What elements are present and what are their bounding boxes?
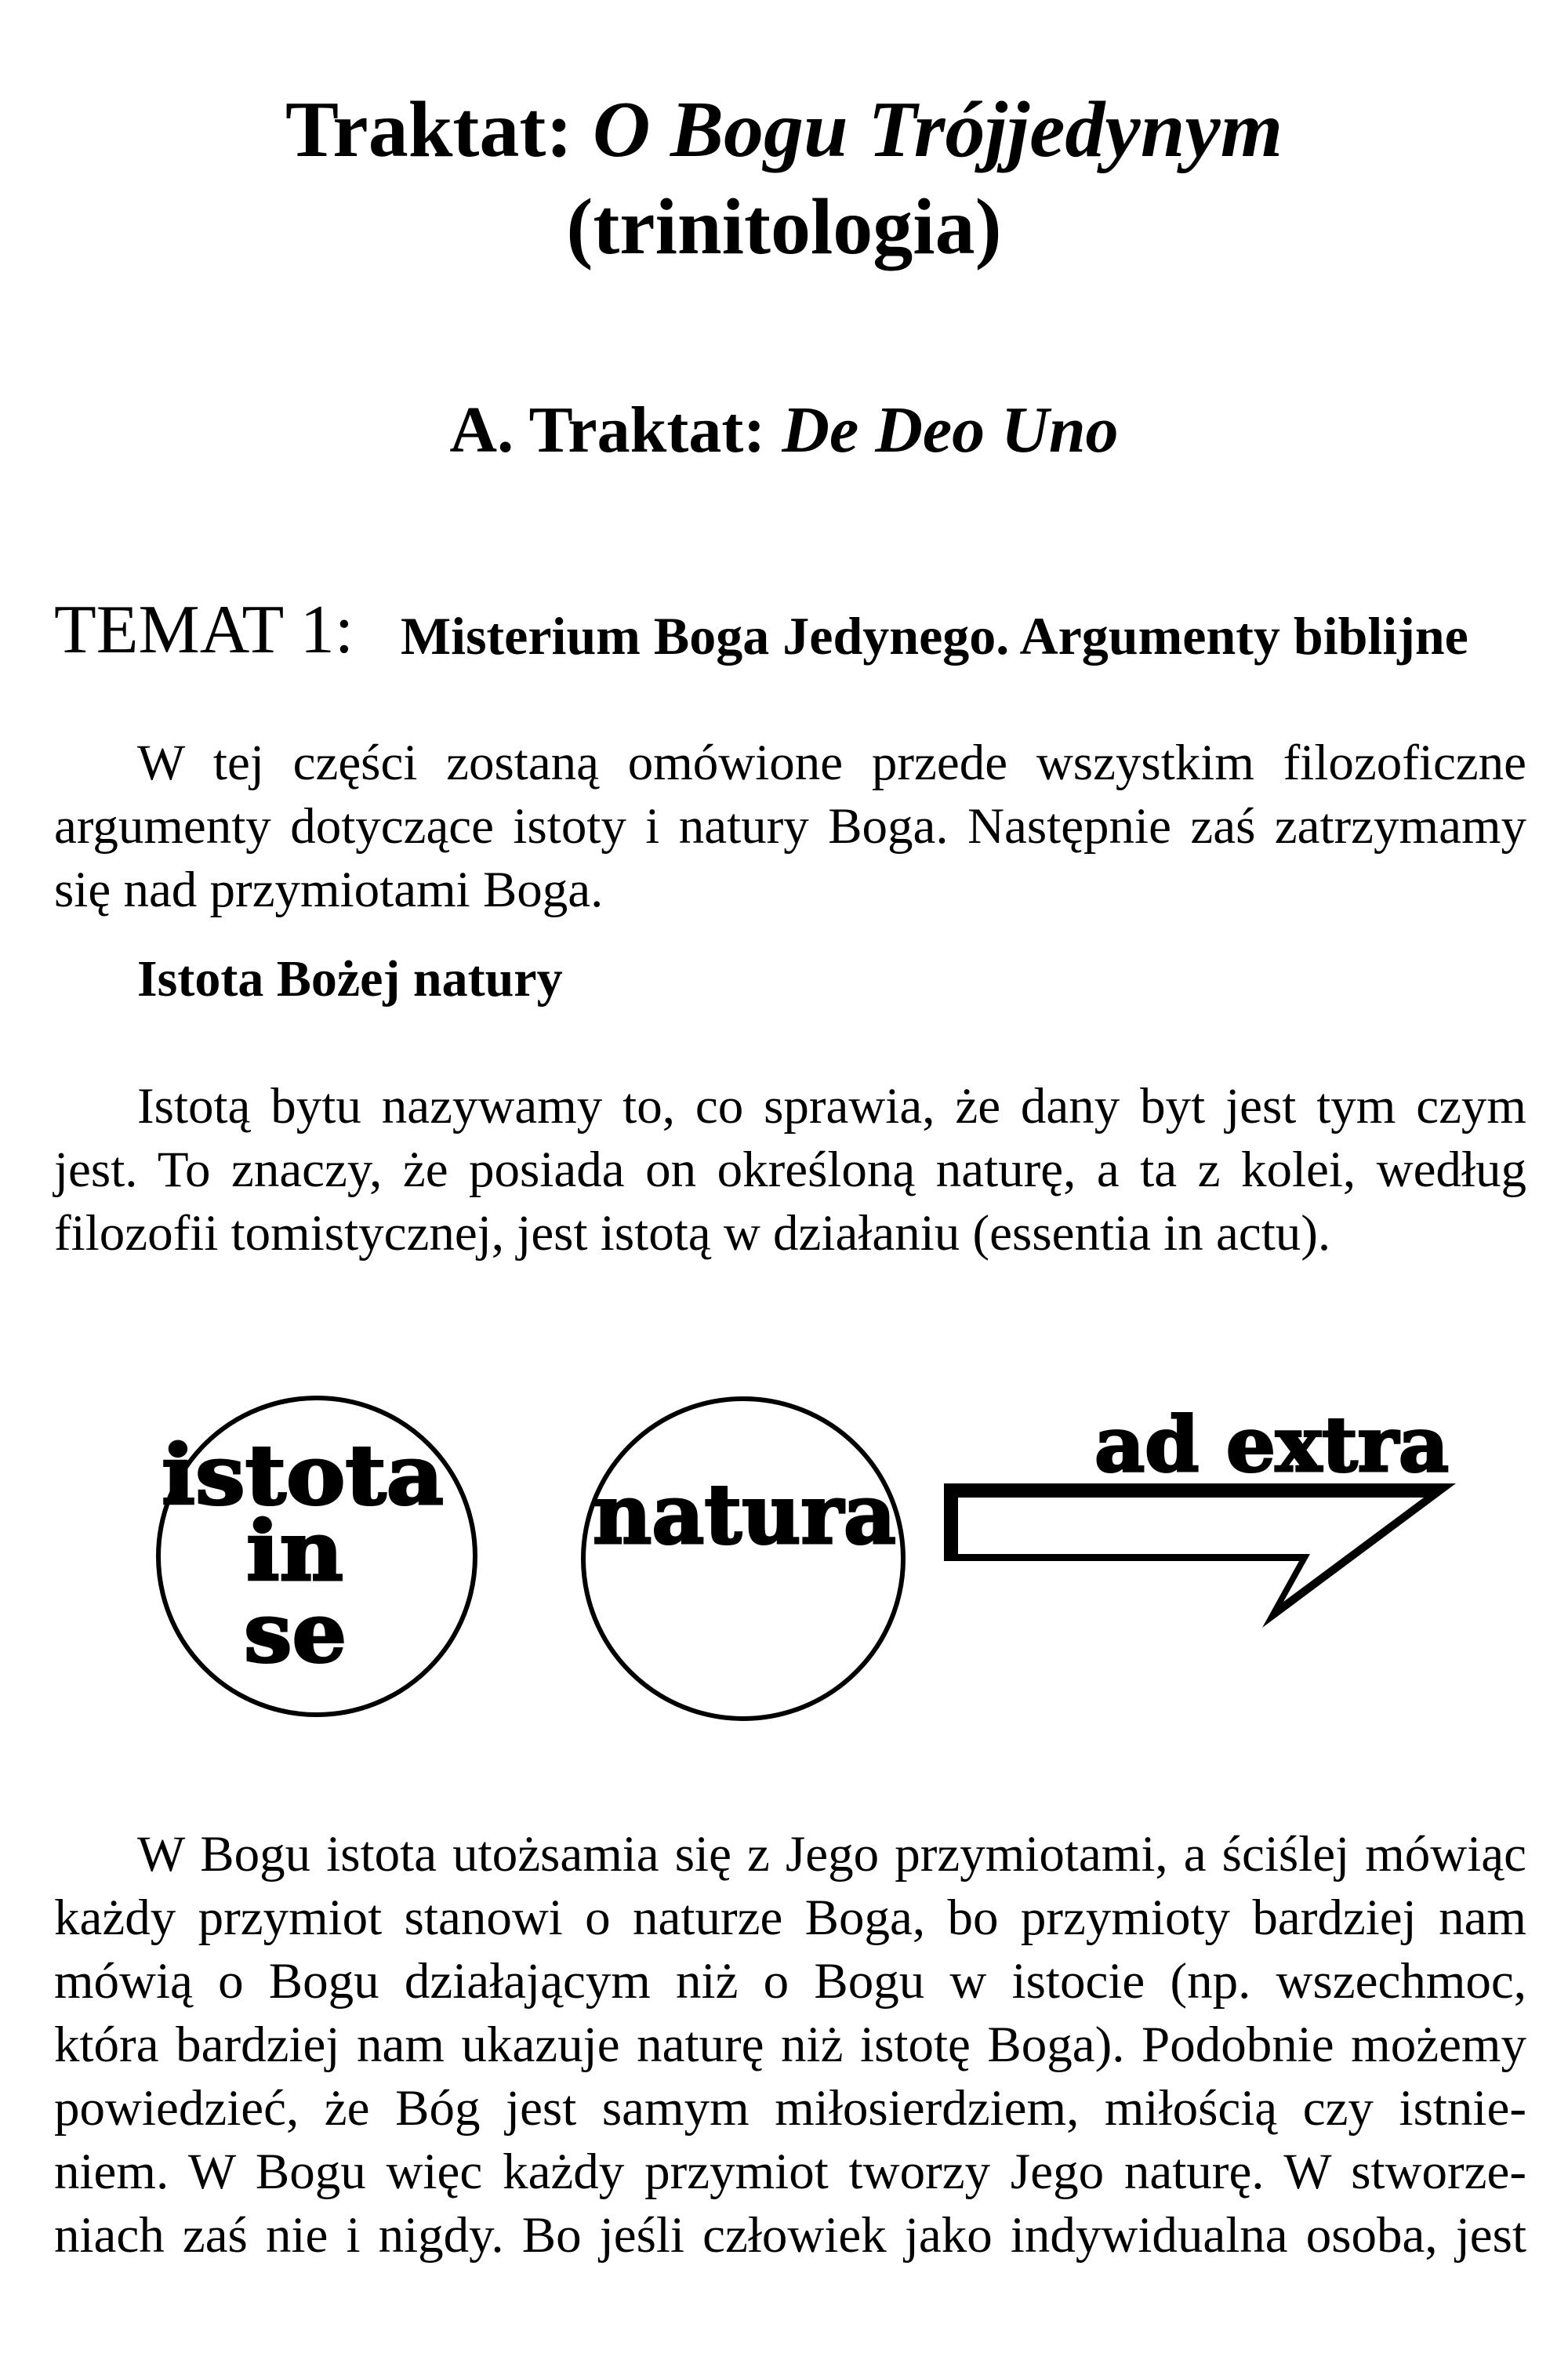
paragraph-line: niem. W Bogu więc każdy przymiot tworzy Jego naturę. W stworze-: [54, 2144, 1526, 2200]
topic-title: Misterium Boga Jedynego. Argumenty biblijne: [401, 606, 1468, 666]
subtitle-prefix: A. Traktat:: [449, 394, 766, 467]
paragraph-2: [54, 1075, 1526, 1265]
section-heading: Istota Bożej natury: [137, 950, 563, 1008]
paragraph-line: mówią o Bogu działającym niż o Bogu w istocie (np. wszechmoc,: [54, 1953, 1526, 2010]
essence-nature-diagram: [0, 1349, 1568, 1725]
arrow-ad-extra: [944, 1400, 1456, 1628]
page-title: [0, 82, 1568, 276]
paragraph-line: która bardziej nam ukazuje naturę niż istotę Boga). Podobnie możemy: [54, 2017, 1526, 2073]
diagram-label-istota: istota: [162, 1426, 444, 1523]
diagram-label-ad-extra: ad extra: [1094, 1400, 1449, 1489]
paragraph-1: [54, 732, 1526, 922]
paragraph-line: filozofii tomistycznej, jest istotą w działaniu (essentia in actu).: [54, 1205, 1331, 1262]
diagram-label-se: se: [244, 1584, 347, 1681]
paragraph-line: jest. To znaczy, że posiada on określoną naturę, a ta z kolei, według: [54, 1142, 1526, 1198]
paragraph-line: każdy przymiot stanowi o naturze Boga, bo przymioty bardziej nam: [54, 1890, 1526, 1946]
paragraph-line: niach zaś nie i nigdy. Bo jeśli człowiek jako indywidualna osoba, jest: [54, 2207, 1526, 2264]
paragraph-line: W tej części zostaną omówione przede wszystkim filozoficzne: [137, 735, 1526, 791]
paragraph-line: powiedzieć, że Bóg jest samym miłosierdziem, miłością czy istnie-: [54, 2080, 1526, 2137]
section-subtitle: [0, 391, 1568, 470]
diagram-label-in: in: [246, 1502, 343, 1599]
title-line-1: [0, 82, 1568, 179]
paragraph-line: Istotą bytu nazywamy to, co sprawia, że dany byt jest tym czym: [137, 1078, 1526, 1135]
title-prefix: Traktat:: [285, 85, 573, 174]
paragraph-3: [54, 1823, 1526, 2267]
diagram-label-natura: natura: [593, 1465, 896, 1563]
paragraph-line: W Bogu istota utożsamia się z Jego przymiotami, a ściślej mówiąc: [137, 1826, 1526, 1883]
paragraph-line: się nad przymiotami Boga.: [54, 862, 604, 918]
circle-istota-in-se: [158, 1398, 475, 1715]
circle-natura: [583, 1399, 903, 1719]
subtitle-italic: De Deo Uno: [782, 394, 1119, 467]
topic-label: TEMAT 1:: [54, 592, 354, 668]
title-line-2: (trinitologia): [566, 183, 1002, 271]
title-italic: O Bogu Trójjedynym: [592, 85, 1283, 174]
paragraph-line: argumenty dotyczące istoty i natury Boga. Następnie zaś zatrzymamy: [54, 798, 1526, 855]
